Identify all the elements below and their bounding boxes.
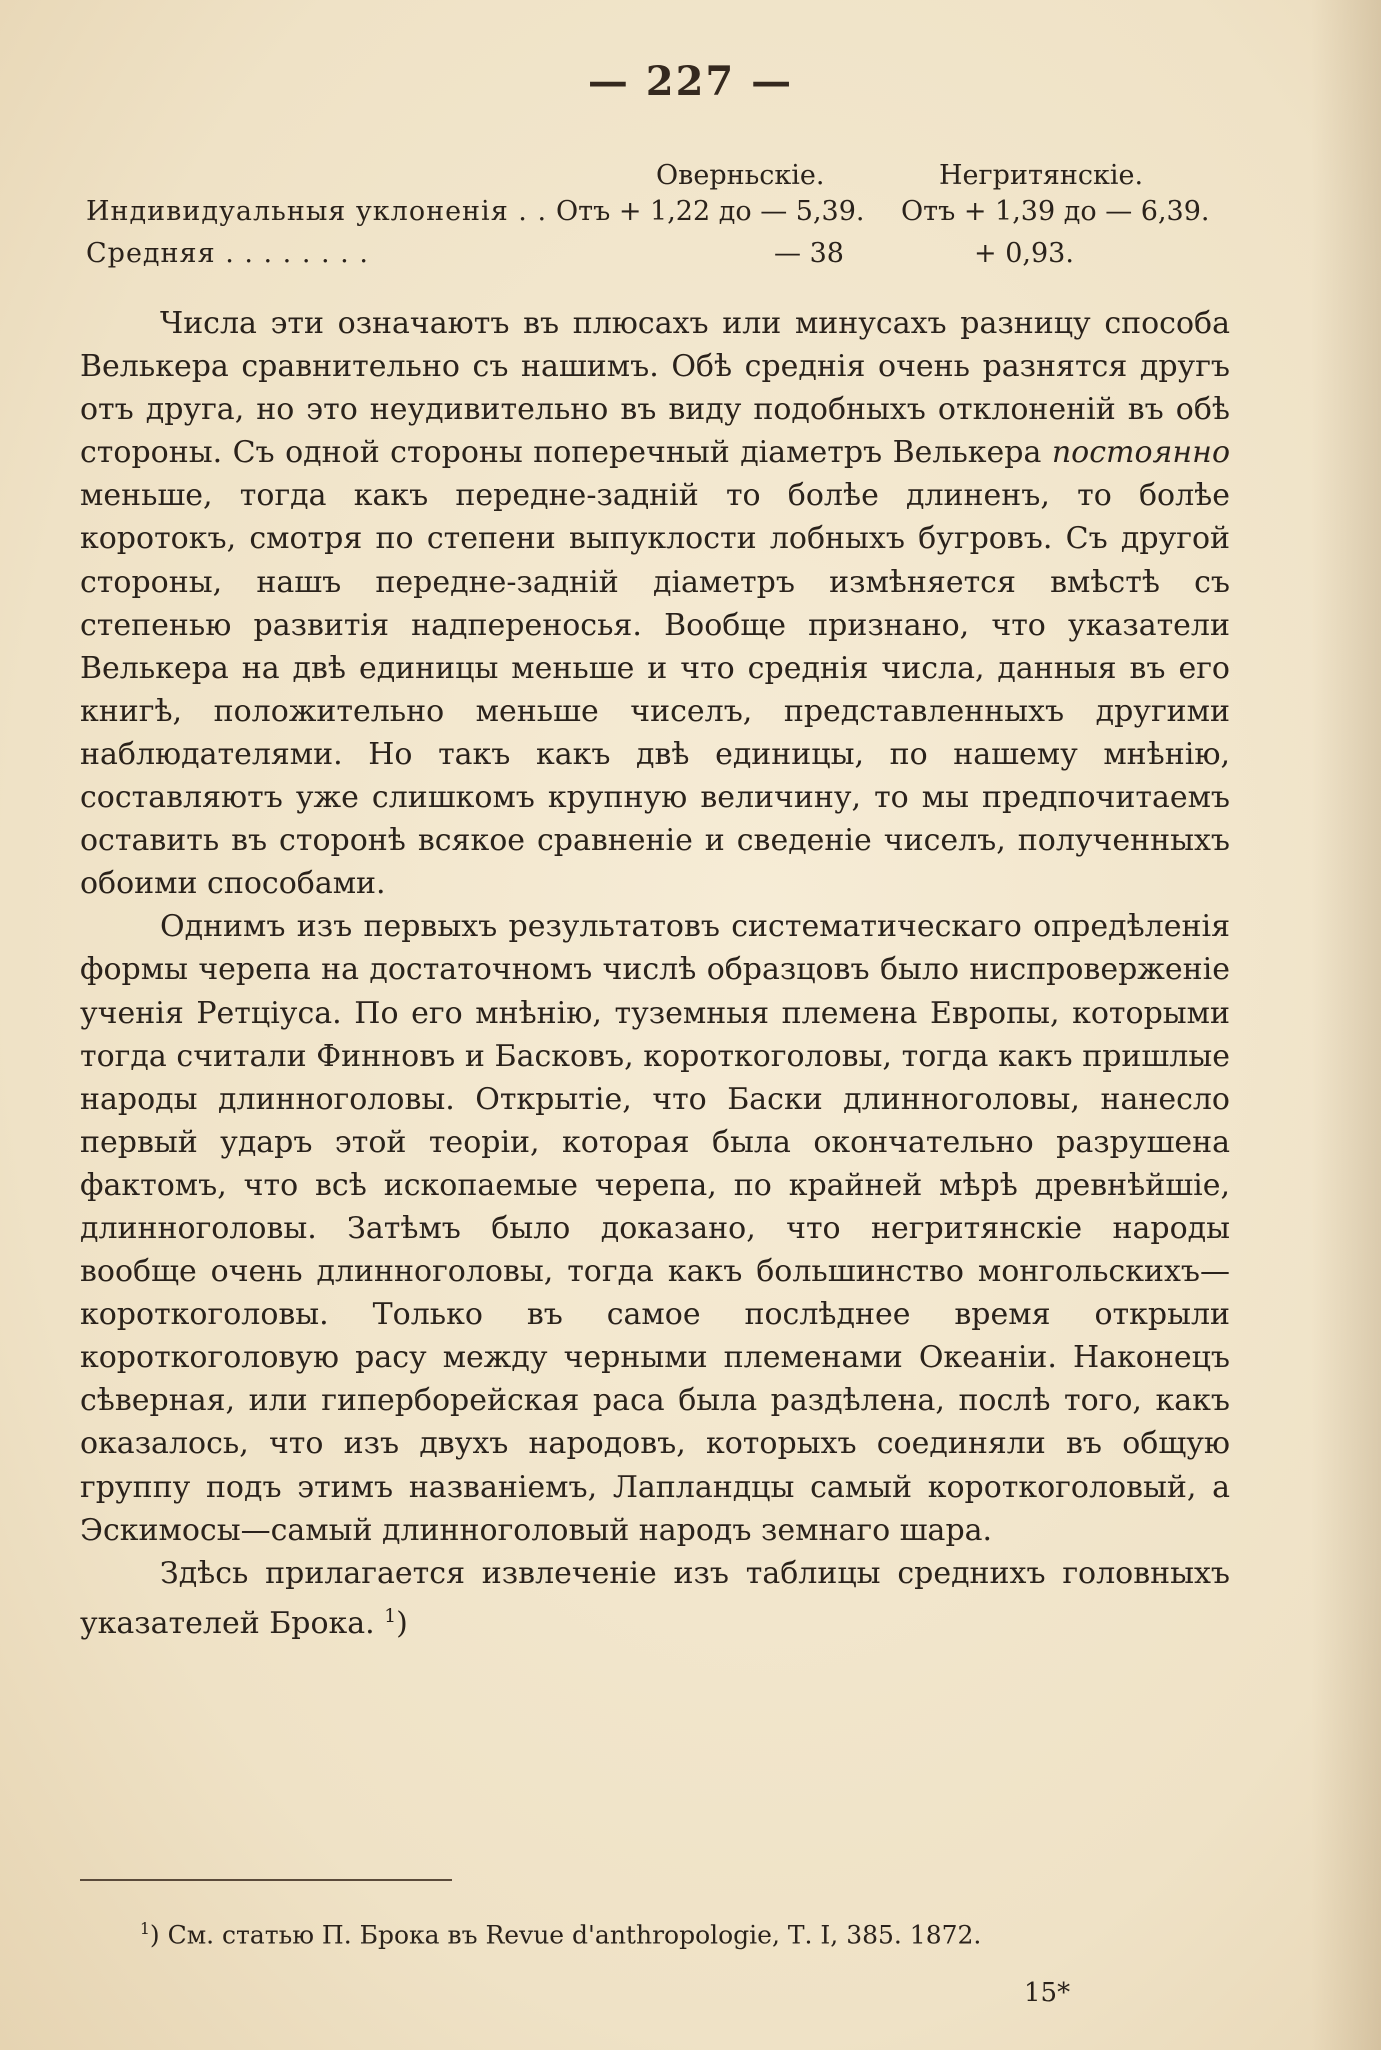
footnote-marker: 1 bbox=[140, 1920, 150, 1938]
paragraph-3 bbox=[80, 1552, 1230, 1645]
paragraph-1 bbox=[80, 302, 1230, 905]
row-value-auvergne: — 38 bbox=[774, 238, 844, 269]
table-header-auvergne: Оверньскiе. bbox=[656, 160, 825, 191]
paragraph-3-text: Здѣсь прилагается извлеченiе изъ таблицы среднихъ головныхъ указателей Брока. bbox=[80, 1555, 1230, 1641]
body-text bbox=[80, 302, 1230, 1645]
row-value-negro: Отъ + 1,39 до — 6,39. bbox=[901, 196, 1210, 227]
paragraph-1-start: Числа эти означаютъ въ плюсахъ или минусахъ разницу способа Велькера сравнительно съ нашимъ. Обѣ среднiя очень разнятся другъ отъ друга, но это неудивительно въ виду подобныхъ отклоненiй въ обѣ стороны. Съ одной стороны поперечный дiаметръ Велькера bbox=[80, 306, 1230, 471]
footnote-divider bbox=[80, 1879, 452, 1881]
row-label: Индивидуальныя уклоненiя . . bbox=[86, 196, 548, 227]
signature-mark: 15* bbox=[1024, 1978, 1071, 2008]
footnote-reference: 1 bbox=[384, 1605, 397, 1627]
table-row bbox=[86, 196, 1236, 236]
paragraph-2: Однимъ изъ первыхъ результатовъ систематическаго опредѣленiя формы черепа на достаточномъ числѣ образцовъ было ниспроверженiе ученiя Ретцiуса. По его мнѣнiю, туземныя племена Европы, которыми тогда считали Финновъ и Басковъ, короткоголовы, тогда какъ пришлые народы длинноголовы. Открытiе, что Баски длинноголовы, нанесло первый ударъ этой теорiи, которая была окончательно разрушена фактомъ, что всѣ ископаемые черепа, по крайней мѣрѣ древнѣйшiе, длинноголовы. Затѣмъ было доказано, что негритянскiе народы вообще очень длинноголовы, тогда какъ большинство монгольскихъ—короткоголовы. Только въ самое послѣднее время открыли короткоголовую расу между черными племенами Океанiи. Наконецъ сѣверная, или гиперборейская раса была раздѣлена, послѣ того, какъ оказалось, что изъ двухъ народовъ, которыхъ соединяли въ общую группу подъ этимъ названiемъ, Лапландцы самый короткоголовый, а Эскимосы—самый длинноголовый народъ земнаго шара. bbox=[80, 909, 1230, 1548]
page-spine-shadow bbox=[1311, 0, 1381, 2050]
footnote bbox=[140, 1920, 1240, 1949]
row-value-negro: + 0,93. bbox=[974, 238, 1074, 269]
row-value-auvergne: Отъ + 1,22 до — 5,39. bbox=[556, 196, 865, 227]
page-number: — 227 — bbox=[587, 58, 794, 105]
footnote-text: ) См. статью П. Брока въ Revue d'anthropologie, Т. I, 385. 1872. bbox=[149, 1920, 982, 1950]
row-label: Средняя . . . . . . . . bbox=[86, 238, 369, 269]
emphasis-text: постоянно bbox=[1051, 435, 1230, 471]
footnote-reference-close: ) bbox=[396, 1605, 408, 1641]
table-row bbox=[86, 238, 1236, 278]
paragraph-1-rest: меньше, тогда какъ передне-заднiй то болѣе длиненъ, то болѣе коротокъ, смотря по степени выпуклости лобныхъ бугровъ. Съ другой стороны, нашъ передне-заднiй дiаметръ измѣняется вмѣстѣ съ степенью развитiя надпереносья. Вообще признано, что указатели Велькера на двѣ единицы меньше и что среднiя числа, данныя въ его книгѣ, положительно меньше чиселъ, представленныхъ другими наблюдателями. Но такъ какъ двѣ единицы, по нашему мнѣнiю, составляютъ уже слишкомъ крупную величину, то мы предпочитаемъ оставить въ сторонѣ всякое сравненiе и сведенiе чиселъ, полученныхъ обоими способами. bbox=[80, 478, 1230, 902]
table-header-negro: Негритянскiе. bbox=[939, 160, 1144, 191]
